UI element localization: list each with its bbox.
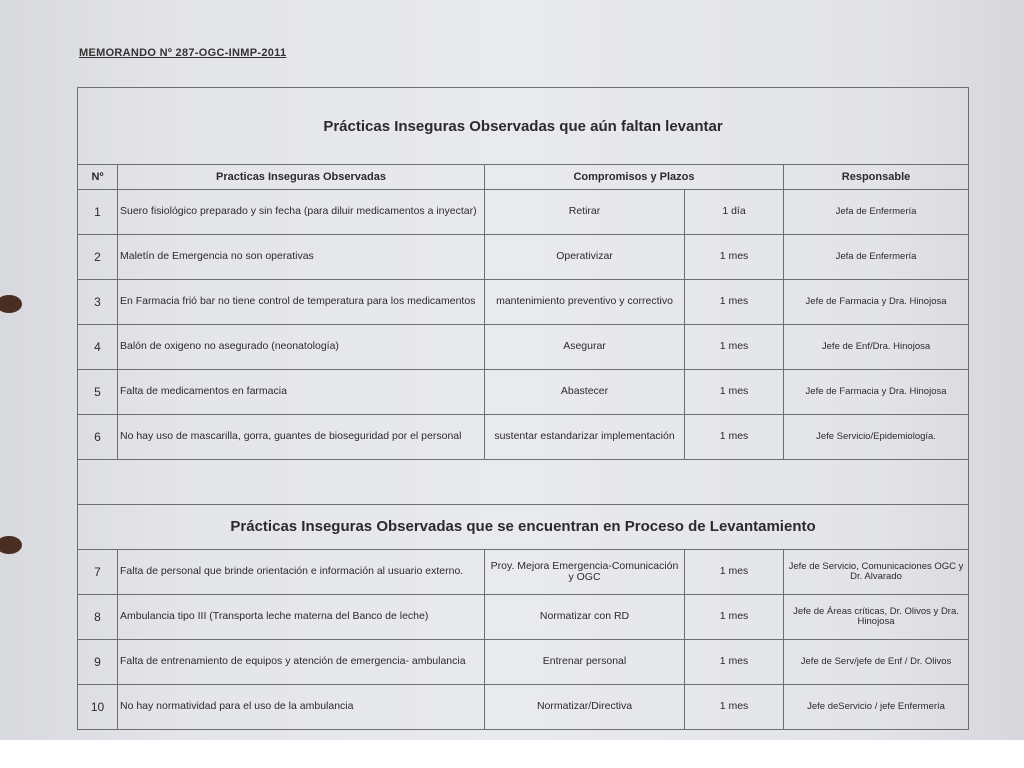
practice-cell: Falta de personal que brinde orientación e información al usuario externo.	[118, 550, 485, 595]
col-header-practice: Practicas Inseguras Observadas	[118, 165, 485, 190]
table-row	[78, 235, 969, 280]
table-row	[78, 190, 969, 235]
responsible-cell: Jefe de Farmacia y Dra. Hinojosa	[784, 370, 969, 415]
row-number: 8	[78, 595, 118, 640]
section1-title: Prácticas Inseguras Observadas que aún faltan levantar	[78, 88, 969, 165]
table-row	[78, 640, 969, 685]
col-header-commitments: Compromisos y Plazos	[485, 165, 784, 190]
term-cell: 1 mes	[685, 550, 784, 595]
table-row	[78, 370, 969, 415]
commitment-cell: Proy. Mejora Emergencia-Comunicación y OGC	[485, 550, 685, 595]
term-cell: 1 mes	[685, 235, 784, 280]
spacer-row	[78, 460, 969, 505]
term-cell: 1 día	[685, 190, 784, 235]
term-cell: 1 mes	[685, 595, 784, 640]
responsible-cell: Jefa de Enfermería	[784, 235, 969, 280]
practice-cell: Balón de oxigeno no asegurado (neonatología)	[118, 325, 485, 370]
punch-hole	[0, 536, 22, 554]
practice-cell: Maletín de Emergencia no son operativas	[118, 235, 485, 280]
term-cell: 1 mes	[685, 280, 784, 325]
commitment-cell: Asegurar	[485, 325, 685, 370]
responsible-cell: Jefe de Áreas críticas, Dr. Olivos y Dra. Hinojosa	[784, 595, 969, 640]
term-cell: 1 mes	[685, 415, 784, 460]
responsible-cell: Jefe deServicio / jefe Enfermería	[784, 685, 969, 730]
practice-cell: Falta de medicamentos en farmacia	[118, 370, 485, 415]
table-row	[78, 550, 969, 595]
commitment-cell: Operativizar	[485, 235, 685, 280]
table-row	[78, 280, 969, 325]
term-cell: 1 mes	[685, 370, 784, 415]
practice-cell: No hay uso de mascarilla, gorra, guantes de bioseguridad por el personal	[118, 415, 485, 460]
practice-cell: Falta de entrenamiento de equipos y atención de emergencia- ambulancia	[118, 640, 485, 685]
memo-reference: MEMORANDO Nº 287-OGC-INMP-2011	[79, 47, 287, 59]
row-number: 5	[78, 370, 118, 415]
responsible-cell: Jefe de Farmacia y Dra. Hinojosa	[784, 280, 969, 325]
practices-table	[77, 87, 969, 730]
punch-hole	[0, 295, 22, 313]
practice-cell: Ambulancia tipo III (Transporta leche materna del Banco de leche)	[118, 595, 485, 640]
commitment-cell: Normatizar con RD	[485, 595, 685, 640]
practice-cell: No hay normatividad para el uso de la ambulancia	[118, 685, 485, 730]
row-number: 3	[78, 280, 118, 325]
table-row	[78, 595, 969, 640]
responsible-cell: Jefe de Serv/jefe de Enf / Dr. Olivos	[784, 640, 969, 685]
responsible-cell: Jefe Servicio/Epidemiología.	[784, 415, 969, 460]
term-cell: 1 mes	[685, 640, 784, 685]
term-cell: 1 mes	[685, 325, 784, 370]
commitment-cell: Abastecer	[485, 370, 685, 415]
section2-title: Prácticas Inseguras Observadas que se encuentran en Proceso de Levantamiento	[78, 505, 969, 550]
row-number: 1	[78, 190, 118, 235]
responsible-cell: Jefe de Enf/Dra. Hinojosa	[784, 325, 969, 370]
row-number: 7	[78, 550, 118, 595]
row-number: 10	[78, 685, 118, 730]
table-row	[78, 415, 969, 460]
practice-cell: Suero fisiológico preparado y sin fecha (para diluir medicamentos a inyectar)	[118, 190, 485, 235]
term-cell: 1 mes	[685, 685, 784, 730]
practice-cell: En Farmacia frió bar no tiene control de temperatura para los medicamentos	[118, 280, 485, 325]
table-row	[78, 325, 969, 370]
commitment-cell: sustentar estandarizar implementación	[485, 415, 685, 460]
responsible-cell: Jefe de Servicio, Comunicaciones OGC y Dr. Alvarado	[784, 550, 969, 595]
row-number: 4	[78, 325, 118, 370]
row-number: 6	[78, 415, 118, 460]
commitment-cell: Entrenar personal	[485, 640, 685, 685]
row-number: 2	[78, 235, 118, 280]
responsible-cell: Jefa de Enfermería	[784, 190, 969, 235]
col-header-responsible: Responsable	[784, 165, 969, 190]
commitment-cell: mantenimiento preventivo y correctivo	[485, 280, 685, 325]
commitment-cell: Retirar	[485, 190, 685, 235]
commitment-cell: Normatizar/Directiva	[485, 685, 685, 730]
col-header-num: Nº	[78, 165, 118, 190]
row-number: 9	[78, 640, 118, 685]
table-row	[78, 685, 969, 730]
